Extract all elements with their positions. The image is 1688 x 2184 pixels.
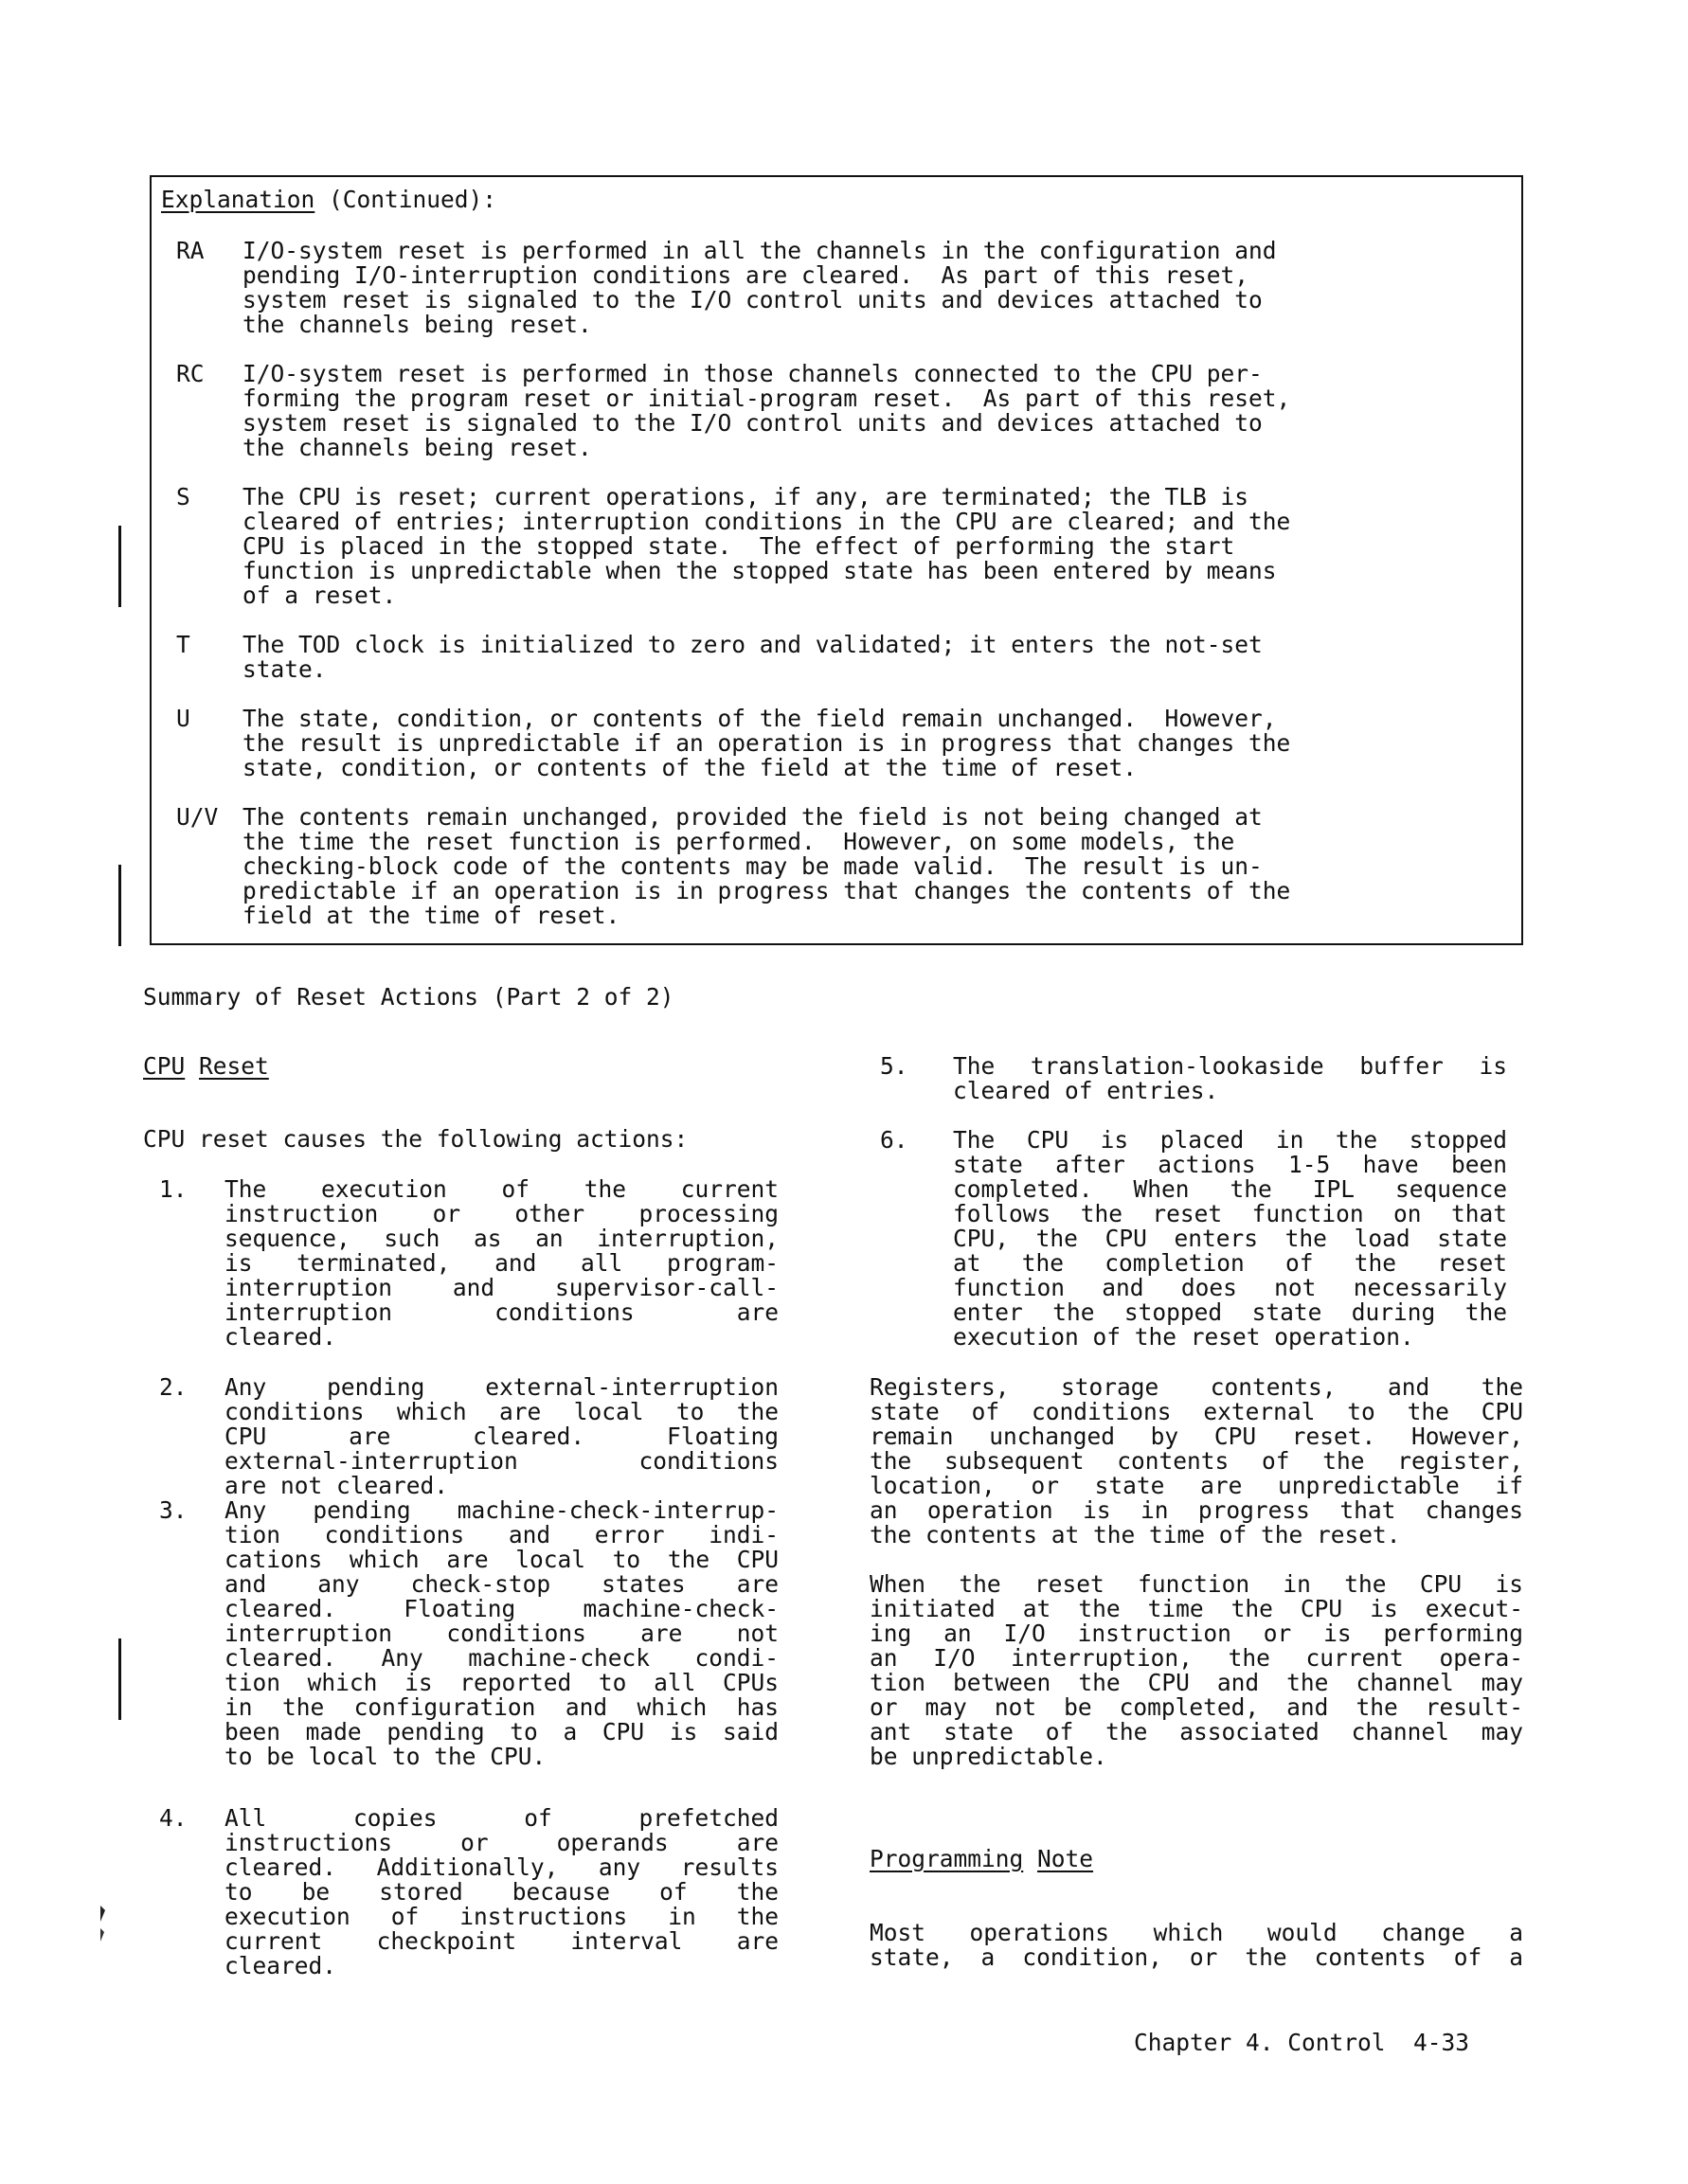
text-line: The CPU is placed in the stopped <box>953 1126 1507 1154</box>
list-item-number: 6. <box>880 1126 908 1154</box>
entry-description <box>242 707 1290 780</box>
entry-line: the time the reset function is performed. However, on some models, the <box>242 828 1235 855</box>
text-line: or may not be completed, and the result- <box>870 1693 1523 1721</box>
footer-chapter: Chapter 4. Control <box>1134 2029 1386 2056</box>
entry-code: RC <box>176 360 205 387</box>
heading-word: Reset <box>199 1052 269 1080</box>
text-line: at the completion of the reset <box>953 1249 1507 1277</box>
entry-line: pending I/O-interruption conditions are cleared. As part of this reset, <box>242 261 1249 289</box>
text-line: cleared. Any machine-check condi- <box>224 1644 779 1672</box>
text-line: the subsequent contents of the register, <box>870 1447 1523 1475</box>
footer-page-number: 4-33 <box>1413 2029 1470 2056</box>
revision-bar <box>118 865 121 946</box>
text-line: Any pending external-interruption <box>224 1373 779 1401</box>
text-line: Any pending machine-check-interrup- <box>224 1496 779 1524</box>
entry-line: field at the time of reset. <box>242 902 620 929</box>
text-line: current checkpoint interval are <box>224 1927 779 1955</box>
cpu-reset-intro: CPU reset causes the following actions: <box>143 1125 689 1153</box>
list-item <box>224 1806 779 1978</box>
entry-line: CPU is placed in the stopped state. The effect of performing the start <box>242 532 1235 560</box>
text-line: instruction or other processing <box>224 1200 779 1227</box>
revision-bar <box>118 526 121 607</box>
text-line: been made pending to a CPU is said <box>224 1718 779 1745</box>
entry-description <box>242 805 1290 928</box>
text-line: CPU, the CPU enters the load state <box>953 1225 1507 1252</box>
text-line: Most operations which would change a <box>870 1919 1523 1946</box>
text-line: conditions which are local to the <box>224 1398 779 1425</box>
entry-line: The contents remain unchanged, provided the field is not being changed at <box>242 803 1263 831</box>
text-line: state after actions 1-5 have been <box>953 1151 1507 1178</box>
text-line: are not cleared. <box>224 1472 449 1499</box>
text-line: The execution of the current <box>224 1175 779 1203</box>
text-line: external-interruption conditions <box>224 1447 779 1475</box>
explanation-title-underlined: Explanation <box>161 186 315 213</box>
entry-code: U/V <box>176 803 219 831</box>
text-line: cleared. Floating machine-check- <box>224 1595 779 1622</box>
heading-word: Note <box>1037 1845 1094 1872</box>
entry-description <box>242 485 1290 608</box>
entry-line: checking-block code of the contents may be made valid. The result is un- <box>242 852 1263 880</box>
entry-line: cleared of entries; interruption conditions in the CPU are cleared; and the <box>242 508 1291 535</box>
text-line: an operation is in progress that changes <box>870 1496 1523 1524</box>
entry-line: The TOD clock is initialized to zero and validated; it enters the not-set <box>242 631 1263 658</box>
scan-artifact-mark <box>100 1928 104 1942</box>
text-line: execution of instructions in the <box>224 1903 779 1930</box>
text-line: enter the stopped state during the <box>953 1298 1507 1326</box>
list-item-number: 5. <box>880 1052 908 1080</box>
text-line: instructions or operands are <box>224 1829 779 1856</box>
text-line: function and does not necessarily <box>953 1274 1507 1301</box>
text-line: initiated at the time the CPU is execut- <box>870 1595 1523 1622</box>
text-line: follows the reset function on that <box>953 1200 1507 1227</box>
text-line: Registers, storage contents, and the <box>870 1373 1523 1401</box>
programming-note-heading <box>870 1847 1093 1871</box>
text-line: tion conditions and error indi- <box>224 1521 779 1548</box>
text-line: interruption conditions are <box>224 1298 779 1326</box>
text-line: cleared. <box>224 1952 337 1979</box>
text-line: tion between the CPU and the channel may <box>870 1669 1523 1696</box>
heading-word: CPU <box>143 1052 186 1080</box>
text-line: the contents at the time of the reset. <box>870 1521 1401 1548</box>
explanation-title-rest: (Continued): <box>314 186 497 213</box>
body-paragraph <box>870 1572 1523 1769</box>
scan-artifact-mark <box>100 1906 105 1922</box>
text-line: remain unchanged by CPU reset. However, <box>870 1423 1523 1450</box>
entry-line: function is unpredictable when the stopped state has been entered by means <box>242 557 1277 584</box>
entry-line: forming the program reset or initial-program reset. As part of this reset, <box>242 385 1291 412</box>
entry-line: the result is unpredictable if an operation is in progress that changes the <box>242 729 1291 757</box>
text-line: completed. When the IPL sequence <box>953 1175 1507 1203</box>
text-line: cations which are local to the CPU <box>224 1546 779 1573</box>
text-line: be unpredictable. <box>870 1743 1107 1770</box>
entry-code: T <box>176 631 190 658</box>
revision-bar <box>118 1638 121 1720</box>
text-line: interruption and supervisor-call- <box>224 1274 779 1301</box>
text-line: The translation-lookaside buffer is <box>953 1052 1507 1080</box>
programming-note-text <box>870 1921 1523 1970</box>
text-line: CPU are cleared. Floating <box>224 1423 779 1450</box>
body-paragraph <box>870 1375 1523 1548</box>
list-item-number: 4. <box>159 1804 188 1832</box>
heading-word: Programming <box>870 1845 1024 1872</box>
entry-line: of a reset. <box>242 582 397 609</box>
list-item-number: 2. <box>159 1373 188 1401</box>
text-line: execution of the reset operation. <box>953 1323 1414 1351</box>
entry-line: system reset is signaled to the I/O control units and devices attached to <box>242 409 1263 437</box>
text-line: interruption conditions are not <box>224 1620 779 1647</box>
text-line: to be stored because of the <box>224 1878 779 1906</box>
text-line: in the configuration and which has <box>224 1693 779 1721</box>
entry-description <box>242 633 1263 682</box>
text-line: and any check-stop states are <box>224 1570 779 1598</box>
entry-line: The state, condition, or contents of the field remain unchanged. However, <box>242 705 1277 732</box>
entry-line: system reset is signaled to the I/O control units and devices attached to <box>242 286 1263 313</box>
entry-line: the channels being reset. <box>242 311 592 338</box>
entry-line: I/O-system reset is performed in all the channels in the configuration and <box>242 237 1277 264</box>
figure-caption: Summary of Reset Actions (Part 2 of 2) <box>143 983 674 1011</box>
text-line: ant state of the associated channel may <box>870 1718 1523 1745</box>
text-line: cleared. <box>224 1323 337 1351</box>
list-item <box>953 1128 1507 1350</box>
text-line: state, a condition, or the contents of a <box>870 1943 1523 1971</box>
text-line: ing an I/O instruction or is performing <box>870 1620 1523 1647</box>
text-line: cleared of entries. <box>953 1077 1219 1104</box>
text-line: is terminated, and all program- <box>224 1249 779 1277</box>
text-line: When the reset function in the CPU is <box>870 1570 1523 1598</box>
entry-line: predictable if an operation is in progress that changes the contents of the <box>242 877 1291 904</box>
text-line: location, or state are unpredictable if <box>870 1472 1523 1499</box>
entry-code: RA <box>176 237 205 264</box>
entry-description <box>242 239 1277 337</box>
entry-line: I/O-system reset is performed in those channels connected to the CPU per- <box>242 360 1263 387</box>
list-item-number: 1. <box>159 1175 188 1203</box>
entry-code: U <box>176 705 190 732</box>
entry-code: S <box>176 483 190 510</box>
text-line: to be local to the CPU. <box>224 1743 547 1770</box>
list-item <box>224 1375 779 1498</box>
list-item <box>224 1498 779 1769</box>
list-item-number: 3. <box>159 1496 188 1524</box>
text-line: cleared. Additionally, any results <box>224 1853 779 1881</box>
list-item <box>953 1054 1507 1103</box>
text-line: an I/O interruption, the current opera- <box>870 1644 1523 1672</box>
entry-description <box>242 362 1290 460</box>
explanation-title <box>161 188 496 212</box>
entry-line: the channels being reset. <box>242 434 592 461</box>
page-footer <box>1134 2031 1469 2055</box>
text-line: All copies of prefetched <box>224 1804 779 1832</box>
text-line: tion which is reported to all CPUs <box>224 1669 779 1696</box>
entry-line: state, condition, or contents of the field at the time of reset. <box>242 754 1138 781</box>
cpu-reset-heading <box>143 1054 269 1079</box>
text-line: sequence, such as an interruption, <box>224 1225 779 1252</box>
entry-line: state. <box>242 655 327 683</box>
text-line: state of conditions external to the CPU <box>870 1398 1523 1425</box>
entry-line: The CPU is reset; current operations, if any, are terminated; the TLB is <box>242 483 1249 510</box>
list-item <box>224 1177 779 1350</box>
